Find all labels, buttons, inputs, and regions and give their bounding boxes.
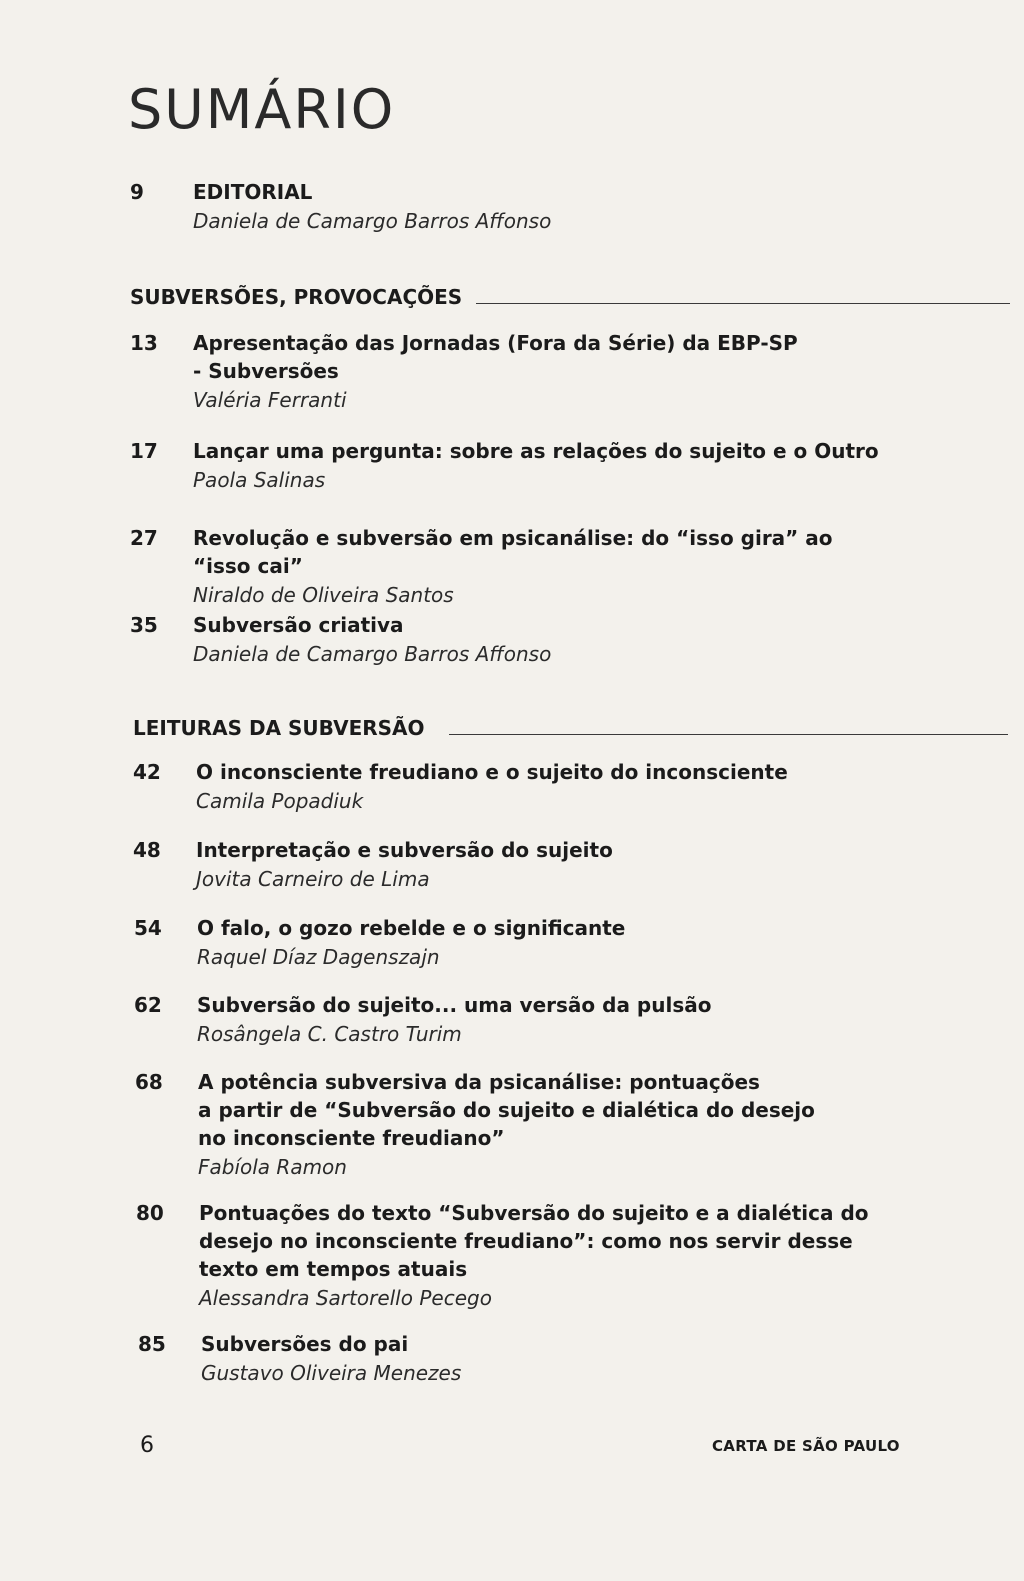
toc-entry — [135, 1068, 895, 1182]
entry-author: Alessandra Sartorello Pecego — [199, 1286, 492, 1310]
entry-title-line: no inconsciente freudiano” — [198, 1126, 505, 1150]
entry-title-line: Revolução e subversão em psicanálise: do “isso gira” ao “isso cai” — [193, 526, 833, 578]
toc-entry-editorial — [130, 178, 890, 236]
entry-page-number: 48 — [133, 838, 161, 862]
entry-page-number: 27 — [130, 526, 158, 550]
entry-title-line: desejo no inconsciente freudiano”: como nos servir desse — [199, 1229, 853, 1253]
page-title: SUMÁRIO — [128, 78, 396, 141]
footer-page-number: 6 — [140, 1433, 154, 1458]
entry-author: Paola Salinas — [193, 468, 326, 492]
entry-title: EDITORIAL — [193, 180, 313, 204]
toc-entry — [134, 991, 894, 1049]
toc-entry — [134, 914, 894, 972]
toc-entry — [138, 1330, 898, 1388]
section-header-leituras — [133, 715, 1008, 741]
toc-entry — [133, 758, 893, 816]
entry-page-number: 85 — [138, 1332, 166, 1356]
entry-title-line: Subversão do sujeito... uma versão da pulsão — [197, 993, 712, 1017]
entry-title-line: - Subversões — [193, 359, 339, 383]
entry-title-line: Subversões do pai — [201, 1332, 409, 1356]
entry-title-line: Interpretação e subversão do sujeito — [196, 838, 613, 862]
entry-author: Daniela de Camargo Barros Affonso — [193, 209, 552, 233]
entry-page-number: 62 — [134, 993, 162, 1017]
entry-author: Niraldo de Oliveira Santos — [193, 583, 454, 607]
entry-title-line: a partir de “Subversão do sujeito e dialética do desejo — [198, 1098, 815, 1122]
section-label: LEITURAS DA SUBVERSÃO — [133, 716, 425, 740]
entry-title-line: A potência subversiva da psicanálise: pontuações — [198, 1070, 760, 1094]
footer-brand: CARTA DE SÃO PAULO — [712, 1437, 900, 1455]
section-label: SUBVERSÕES, PROVOCAÇÕES — [130, 285, 463, 309]
section-header-subversoes — [130, 284, 1010, 310]
entry-title-line: O inconsciente freudiano e o sujeito do inconsciente — [196, 760, 788, 784]
toc-entry — [130, 437, 890, 495]
entry-author: Camila Popadiuk — [196, 789, 364, 813]
section-divider — [449, 734, 1008, 735]
entry-author: Gustavo Oliveira Menezes — [201, 1361, 462, 1385]
section-divider — [476, 303, 1010, 304]
entry-page-number: 17 — [130, 439, 158, 463]
entry-author: Valéria Ferranti — [193, 388, 347, 412]
toc-entry — [130, 329, 890, 415]
entry-page-number: 68 — [135, 1070, 163, 1094]
entry-title-line: Lançar uma pergunta: sobre as relações do sujeito e o Outro — [193, 439, 879, 463]
entry-page-number: 9 — [130, 180, 144, 204]
toc-entry — [130, 611, 890, 669]
toc-entry — [136, 1199, 896, 1313]
entry-author: Daniela de Camargo Barros Affonso — [193, 642, 552, 666]
entry-author: Rosângela C. Castro Turim — [197, 1022, 462, 1046]
entry-author: Raquel Díaz Dagenszajn — [197, 945, 440, 969]
entry-page-number: 42 — [133, 760, 161, 784]
entry-author: Jovita Carneiro de Lima — [196, 867, 430, 891]
toc-entry — [133, 836, 893, 894]
entry-page-number: 35 — [130, 613, 158, 637]
entry-title-line: O falo, o gozo rebelde e o significante — [197, 916, 626, 940]
entry-title-line: texto em tempos atuais — [199, 1257, 468, 1281]
entry-title-line: Pontuações do texto “Subversão do sujeito e a dialética do — [199, 1201, 869, 1225]
entry-page-number: 54 — [134, 916, 162, 940]
entry-title-line: Apresentação das Jornadas (Fora da Série) da EBP-SP — [193, 331, 798, 355]
toc-entry — [130, 524, 890, 610]
entry-page-number: 80 — [136, 1201, 164, 1225]
entry-title-line: Subversão criativa — [193, 613, 404, 637]
entry-author: Fabíola Ramon — [198, 1155, 347, 1179]
entry-page-number: 13 — [130, 331, 158, 355]
